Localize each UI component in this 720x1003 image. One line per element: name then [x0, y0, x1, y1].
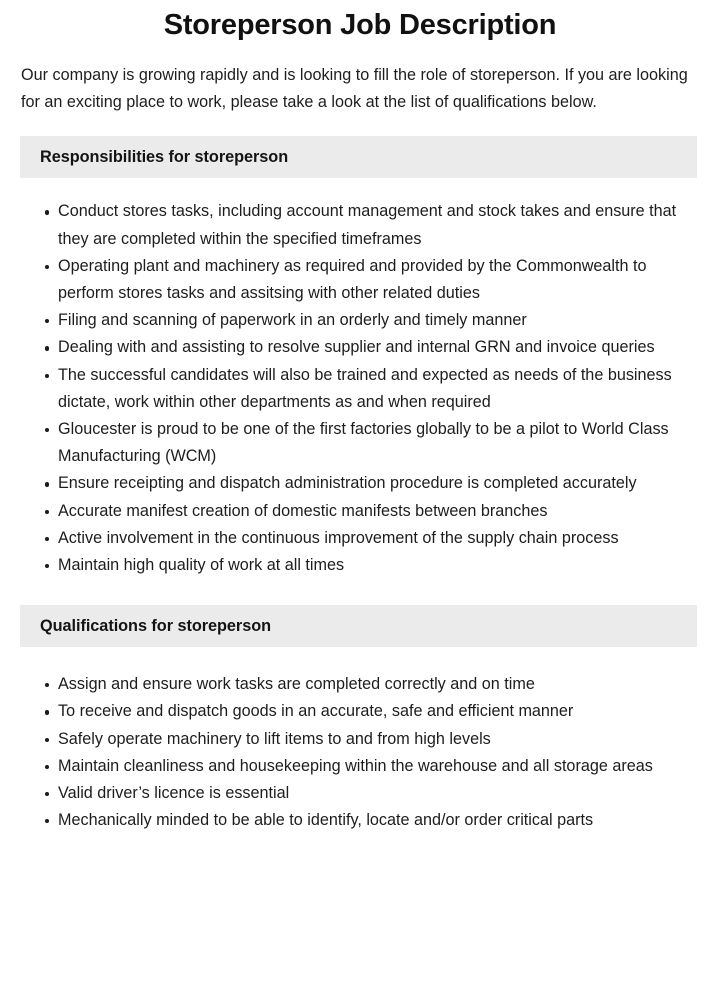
list-item: Maintain high quality of work at all times [58, 552, 694, 579]
list-item: To receive and dispatch goods in an accurate, safe and efficient manner [58, 698, 694, 725]
list-item: Accurate manifest creation of domestic manifests between branches [58, 498, 694, 525]
section-heading-label: Responsibilities for storeperson [40, 148, 289, 167]
list-item: Filing and scanning of paperwork in an orderly and timely manner [58, 307, 694, 334]
list-item: Valid driver’s licence is essential [58, 780, 694, 807]
section-header-qualifications [20, 605, 697, 647]
list-item: The successful candidates will also be trained and expected as needs of the business dictate, work within other departments as and when required [58, 362, 694, 416]
section-header-responsibilities [20, 136, 697, 178]
page-title: Storeperson Job Description [163, 9, 557, 41]
responsibilities-list [0, 178, 720, 579]
list-item: Mechanically minded to be able to identify, locate and/or order critical parts [58, 807, 694, 834]
list-item: Active involvement in the continuous improvement of the supply chain process [58, 525, 694, 552]
list-item: Assign and ensure work tasks are completed correctly and on time [58, 671, 694, 698]
list-item: Conduct stores tasks, including account management and stock takes and ensure that they are completed within the specified timeframes [58, 198, 694, 252]
list-item: Dealing with and assisting to resolve supplier and internal GRN and invoice queries [58, 334, 694, 361]
list-item: Ensure receipting and dispatch administration procedure is completed accurately [58, 470, 694, 497]
intro-paragraph: Our company is growing rapidly and is looking to fill the role of storeperson. If you are looking for an exciting place to work, please take a look at the list of qualifications below. [21, 66, 688, 112]
list-item: Gloucester is proud to be one of the first factories globally to be a pilot to World Class Manufacturing (WCM) [58, 416, 694, 470]
list-item: Maintain cleanliness and housekeeping within the warehouse and all storage areas [58, 753, 694, 780]
list-item: Operating plant and machinery as required and provided by the Commonwealth to perform stores tasks and assitsing with other related duties [58, 253, 694, 307]
section-heading-label: Qualifications for storeperson [40, 617, 272, 636]
qualifications-list [0, 647, 720, 834]
list-item: Safely operate machinery to lift items to and from high levels [58, 726, 694, 753]
